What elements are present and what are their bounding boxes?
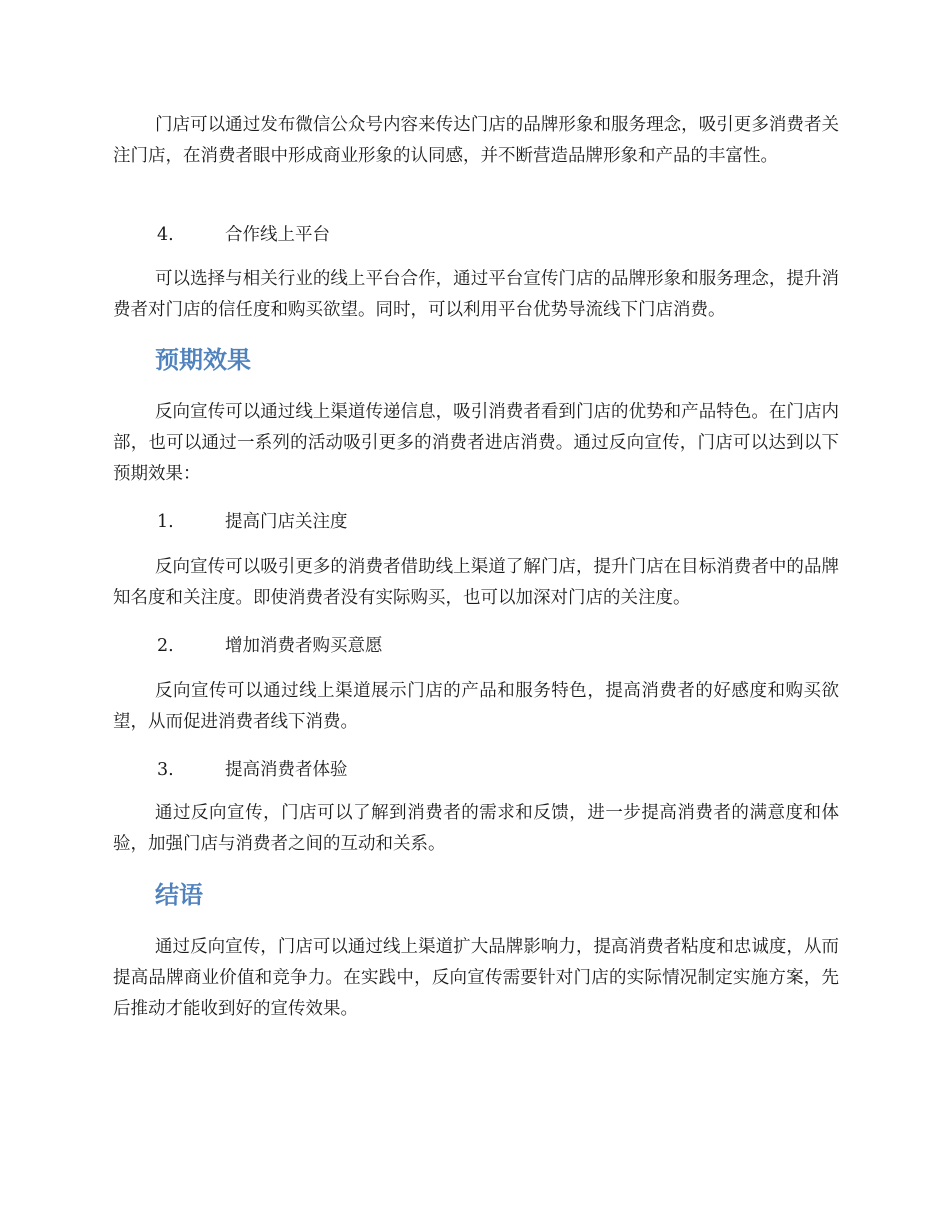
list-item-label: 提高消费者体验 xyxy=(225,760,348,780)
list-item-1 xyxy=(157,510,348,534)
heading-conclusion: 结语 xyxy=(155,881,203,909)
list-item-3 xyxy=(157,758,348,782)
list-item-2 xyxy=(157,634,383,658)
list-item-number: 3. xyxy=(157,760,174,780)
list-item-label: 合作线上平台 xyxy=(225,225,330,245)
paragraph-conclusion: 通过反向宣传，门店可以通过线上渠道扩大品牌影响力，提高消费者粘度和忠诚度，从而提高品牌商业价值和竞争力。在实践中，反向宣传需要针对门店的实际情况制定实施方案，先后推动才能收到好的宣传效果。 xyxy=(113,937,839,1019)
paragraph-intro: 门店可以通过发布微信公众号内容来传达门店的品牌形象和服务理念，吸引更多消费者关注门店，在消费者眼中形成商业形象的认同感，并不断营造品牌形象和产品的丰富性。 xyxy=(113,115,839,166)
paragraph-item-3: 通过反向宣传，门店可以了解到消费者的需求和反馈，进一步提高消费者的满意度和体验，加强门店与消费者之间的互动和关系。 xyxy=(113,803,839,854)
list-item-label: 提高门店关注度 xyxy=(225,512,348,532)
paragraph-item-2: 反向宣传可以通过线上渠道展示门店的产品和服务特色，提高消费者的好感度和购买欲望，从而促进消费者线下消费。 xyxy=(113,681,839,732)
paragraph-item-1: 反向宣传可以吸引更多的消费者借助线上渠道了解门店，提升门店在目标消费者中的品牌知名度和关注度。即使消费者没有实际购买，也可以加深对门店的关注度。 xyxy=(113,557,839,608)
paragraph-expected-effects: 反向宣传可以通过线上渠道传递信息，吸引消费者看到门店的优势和产品特色。在门店内部，也可以通过一系列的活动吸引更多的消费者进店消费。通过反向宣传，门店可以达到以下预期效果： xyxy=(113,402,839,484)
paragraph-item-4: 可以选择与相关行业的线上平台合作，通过平台宣传门店的品牌形象和服务理念，提升消费者对门店的信任度和购买欲望。同时，可以利用平台优势导流线下门店消费。 xyxy=(113,269,839,320)
heading-expected-effects: 预期效果 xyxy=(155,346,251,374)
list-item-number: 1. xyxy=(157,512,174,532)
list-item-number: 2. xyxy=(157,636,174,656)
list-item-label: 增加消费者购买意愿 xyxy=(225,636,383,656)
list-item-4 xyxy=(157,223,330,247)
list-item-number: 4. xyxy=(157,225,174,245)
